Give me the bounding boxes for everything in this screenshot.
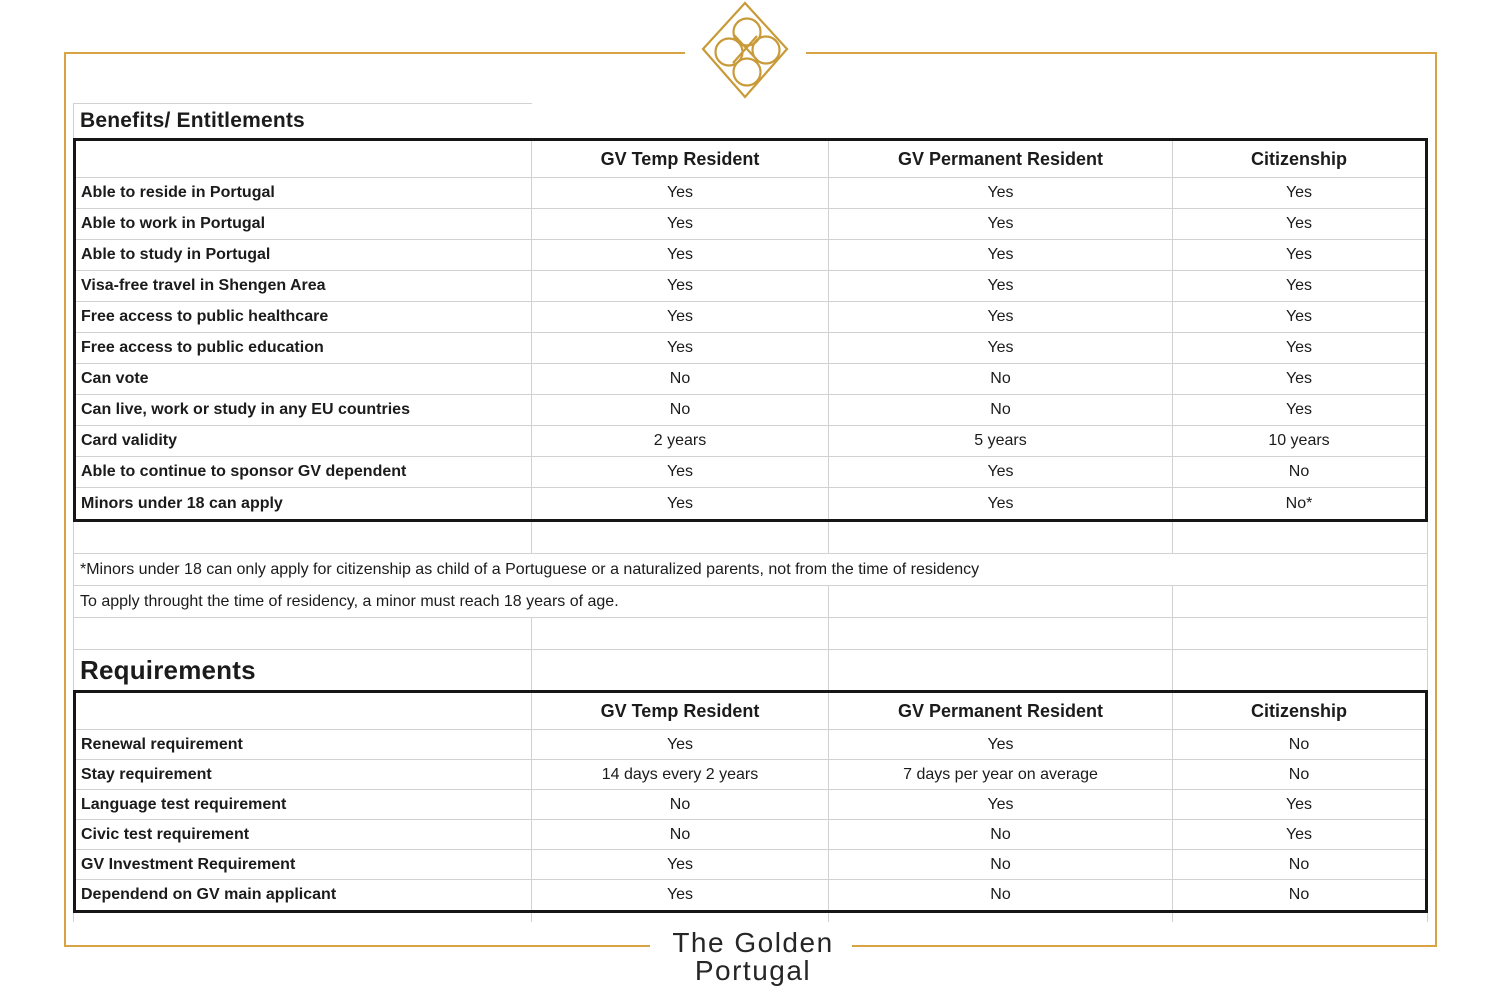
table-row xyxy=(76,302,1425,333)
table-row xyxy=(76,426,1425,457)
value-cell: No xyxy=(532,364,829,394)
column-header: GV Temp Resident xyxy=(532,693,829,729)
row-label: Free access to public education xyxy=(76,333,532,363)
value-cell: Yes xyxy=(532,271,829,301)
value-cell: Yes xyxy=(829,488,1173,519)
requirements-table xyxy=(73,690,1428,913)
gridline-stub xyxy=(1172,913,1173,922)
brand-wordmark xyxy=(653,929,853,985)
value-cell: Yes xyxy=(1285,370,1313,387)
value-cell: No xyxy=(829,395,1173,425)
footnote-row-1 xyxy=(73,554,1428,586)
brand-line-1: The Golden xyxy=(672,927,834,958)
value-cell: Yes xyxy=(829,209,1173,239)
row-label: Dependend on GV main applicant xyxy=(76,880,532,910)
row-label: Able to work in Portugal xyxy=(76,209,532,239)
value-cell: Yes xyxy=(532,457,829,487)
golden-portugal-diamond-logo xyxy=(700,0,790,100)
requirements-heading: Requirements xyxy=(80,654,256,685)
value-cell: Yes xyxy=(829,457,1173,487)
value-cell: No xyxy=(1288,855,1310,873)
footnote-apply: To apply throught the time of residency, a minor must reach 18 years of age. xyxy=(80,592,619,610)
value-cell: Yes xyxy=(532,488,829,519)
brand-line-2: Portugal xyxy=(694,955,812,986)
value-cell: No xyxy=(829,880,1173,910)
row-label: Civic test requirement xyxy=(76,820,532,849)
requirements-heading-cell xyxy=(73,650,532,690)
table-header-row xyxy=(76,693,1425,730)
value-cell: No xyxy=(829,364,1173,394)
value-cell: 14 days every 2 years xyxy=(532,760,829,789)
table-row xyxy=(76,178,1425,209)
row-label: Can live, work or study in any EU countries xyxy=(76,395,532,425)
value-cell: Yes xyxy=(829,790,1173,819)
row-label: Minors under 18 can apply xyxy=(76,488,532,519)
value-cell: Yes xyxy=(532,880,829,910)
row-label: Renewal requirement xyxy=(76,730,532,759)
value-cell: Yes xyxy=(1285,825,1313,843)
row-label: GV Investment Requirement xyxy=(76,850,532,879)
table-row xyxy=(76,209,1425,240)
footnote-row-2 xyxy=(73,586,1428,618)
column-header: GV Temp Resident xyxy=(532,141,829,177)
value-cell: Yes xyxy=(532,178,829,208)
empty-sheet-row xyxy=(73,522,1428,554)
value-cell: Yes xyxy=(532,850,829,879)
value-cell: No xyxy=(1288,735,1310,753)
footnote-minors: *Minors under 18 can only apply for citizenship as child of a Portuguese or a naturalized parents, not from the time of residency xyxy=(80,560,980,578)
value-cell: No xyxy=(1288,765,1310,783)
value-cell: Yes xyxy=(1285,401,1313,418)
column-header-empty xyxy=(76,693,532,729)
value-cell: No xyxy=(532,820,829,849)
column-header: GV Permanent Resident xyxy=(829,141,1173,177)
value-cell: Yes xyxy=(1285,246,1313,263)
value-cell: Yes xyxy=(1285,215,1313,232)
value-cell: Yes xyxy=(829,302,1173,332)
value-cell: Yes xyxy=(532,333,829,363)
column-header: GV Permanent Resident xyxy=(829,693,1173,729)
column-header: Citizenship xyxy=(1250,700,1347,721)
row-label: Able to continue to sponsor GV dependent xyxy=(76,457,532,487)
value-cell: Yes xyxy=(1285,339,1313,356)
value-cell: Yes xyxy=(1285,308,1313,325)
value-cell: 2 years xyxy=(532,426,829,456)
value-cell: Yes xyxy=(532,730,829,759)
value-cell: 5 years xyxy=(829,426,1173,456)
value-cell: Yes xyxy=(1285,795,1313,813)
benefits-heading: Benefits/ Entitlements xyxy=(80,108,305,132)
table-row xyxy=(76,364,1425,395)
column-header-empty xyxy=(76,141,532,177)
gridline-stub xyxy=(1427,913,1428,922)
table-row xyxy=(76,457,1425,488)
value-cell: Yes xyxy=(829,178,1173,208)
frame-border-right xyxy=(1435,52,1437,947)
value-cell: Yes xyxy=(829,271,1173,301)
row-label: Able to study in Portugal xyxy=(76,240,532,270)
table-row xyxy=(76,760,1425,790)
benefits-heading-cell xyxy=(73,103,1428,138)
table-row xyxy=(76,333,1425,364)
empty-sheet-row xyxy=(73,618,1428,650)
table-row xyxy=(76,271,1425,302)
value-cell: No xyxy=(829,850,1173,879)
value-cell: Yes xyxy=(1285,184,1313,201)
table-row xyxy=(76,488,1425,519)
table-row xyxy=(76,790,1425,820)
frame-border-top-right xyxy=(806,52,1437,54)
row-label: Free access to public healthcare xyxy=(76,302,532,332)
row-label: Can vote xyxy=(76,364,532,394)
frame-border-bottom-right xyxy=(852,945,1437,947)
gridline-stub xyxy=(531,913,532,922)
value-cell: Yes xyxy=(1285,277,1313,294)
value-cell: 7 days per year on average xyxy=(829,760,1173,789)
row-label: Language test requirement xyxy=(76,790,532,819)
benefits-table xyxy=(73,138,1428,522)
table-row xyxy=(76,880,1425,910)
table-row xyxy=(76,820,1425,850)
gridline-stub xyxy=(73,913,74,922)
requirements-heading-row xyxy=(73,650,1428,690)
table-header-row xyxy=(76,141,1425,178)
row-label: Card validity xyxy=(76,426,532,456)
row-label: Stay requirement xyxy=(76,760,532,789)
value-cell: Yes xyxy=(532,302,829,332)
table-row xyxy=(76,240,1425,271)
row-label: Able to reside in Portugal xyxy=(76,178,532,208)
row-label: Visa-free travel in Shengen Area xyxy=(76,271,532,301)
gridline-stub xyxy=(828,913,829,922)
table-row xyxy=(76,395,1425,426)
frame-border-left xyxy=(64,52,66,947)
value-cell: No xyxy=(532,395,829,425)
benefits-heading-row xyxy=(73,103,1428,138)
value-cell: Yes xyxy=(532,240,829,270)
value-cell: No xyxy=(532,790,829,819)
value-cell: No* xyxy=(1285,494,1313,512)
value-cell: Yes xyxy=(829,240,1173,270)
value-cell: No xyxy=(1288,463,1310,480)
value-cell: Yes xyxy=(532,209,829,239)
value-cell: Yes xyxy=(829,730,1173,759)
table-row xyxy=(76,730,1425,760)
value-cell: Yes xyxy=(829,333,1173,363)
frame-border-bottom-left xyxy=(64,945,650,947)
frame-border-top-left xyxy=(64,52,685,54)
column-header: Citizenship xyxy=(1250,148,1347,169)
value-cell: 10 years xyxy=(1268,432,1330,449)
value-cell: No xyxy=(1288,886,1310,903)
value-cell: No xyxy=(829,820,1173,849)
table-row xyxy=(76,850,1425,880)
